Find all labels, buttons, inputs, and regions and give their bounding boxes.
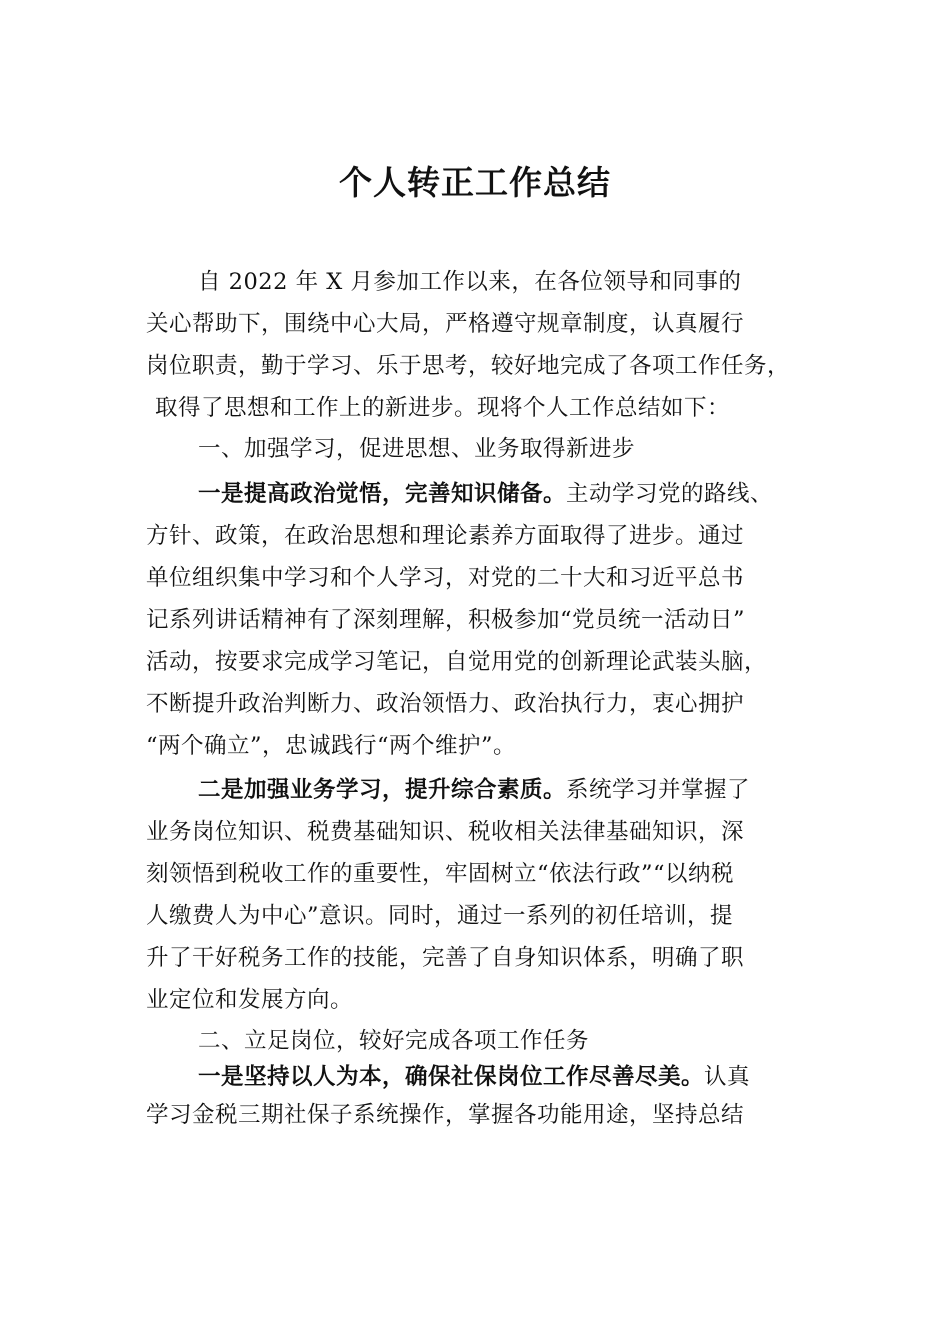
section1-heading: 一、加强学习，促进思想、业务取得新进步 xyxy=(198,436,636,462)
section2-item1-line-2: 学习金税三期社保子系统操作，掌握各功能用途，坚持总结 xyxy=(146,1102,745,1128)
section1-item2-line-4: 人缴费人为中心”意识。同时，通过一系列的初任培训，提 xyxy=(146,903,734,929)
intro-line-1: 自 2022 年 X 月参加工作以来，在各位领导和同事的 xyxy=(198,269,742,295)
section1-item1-line-2: 方针、政策，在政治思想和理论素养方面取得了进步。通过 xyxy=(146,523,745,549)
section1-item1-line-4: 记系列讲话精神有了深刻理解，积极参加“党员统一活动日” xyxy=(146,607,746,633)
page-title: 个人转正工作总结 xyxy=(339,163,611,202)
section2-heading: 二、立足岗位，较好完成各项工作任务 xyxy=(198,1028,590,1054)
section1-item2-first-line xyxy=(198,773,750,807)
section1-item2-line-5: 升了干好税务工作的技能，完善了自身知识体系，明确了职 xyxy=(146,945,745,971)
section1-item2-lead: 二是加强业务学习，提升综合素质。 xyxy=(198,777,567,803)
intro-line-3: 岗位职责，勤于学习、乐于思考，较好地完成了各项工作任务， xyxy=(146,353,791,379)
section1-item1-first-line xyxy=(198,477,773,511)
intro-line-4: 取得了思想和工作上的新进步。现将个人工作总结如下： xyxy=(155,395,731,421)
section1-item2-line-6: 业定位和发展方向。 xyxy=(146,987,354,1013)
section1-item1-line-3: 单位组织集中学习和个人学习，对党的二十大和习近平总书 xyxy=(146,565,745,591)
section2-item1-first-rest: 认真 xyxy=(704,1064,751,1090)
section1-item2-first-rest: 系统学习并掌握了 xyxy=(566,777,751,803)
section1-item1-line-6: 不断提升政治判断力、政治领悟力、政治执行力，衷心拥护 xyxy=(146,691,745,717)
section1-item1-first-rest: 主动学习党的路线、 xyxy=(566,481,774,507)
section1-item1-line-5: 活动，按要求完成学习笔记，自觉用党的创新理论武装头脑， xyxy=(146,649,768,675)
section2-item1-lead: 一是坚持以人为本，确保社保岗位工作尽善尽美。 xyxy=(198,1064,705,1090)
section2-item1-first-line xyxy=(198,1060,750,1094)
section1-item1-lead: 一是提高政治觉悟，完善知识储备。 xyxy=(198,481,567,507)
section1-item2-line-3: 刻领悟到税收工作的重要性，牢固树立“依法行政”“以纳税 xyxy=(146,861,735,887)
section1-item1-line-7: “两个确立”，忠诚践行“两个维护”。 xyxy=(146,733,517,759)
intro-line-2: 关心帮助下，围绕中心大局，严格遵守规章制度，认真履行 xyxy=(146,311,745,337)
section1-item2-line-2: 业务岗位知识、税费基础知识、税收相关法律基础知识，深 xyxy=(146,819,745,845)
